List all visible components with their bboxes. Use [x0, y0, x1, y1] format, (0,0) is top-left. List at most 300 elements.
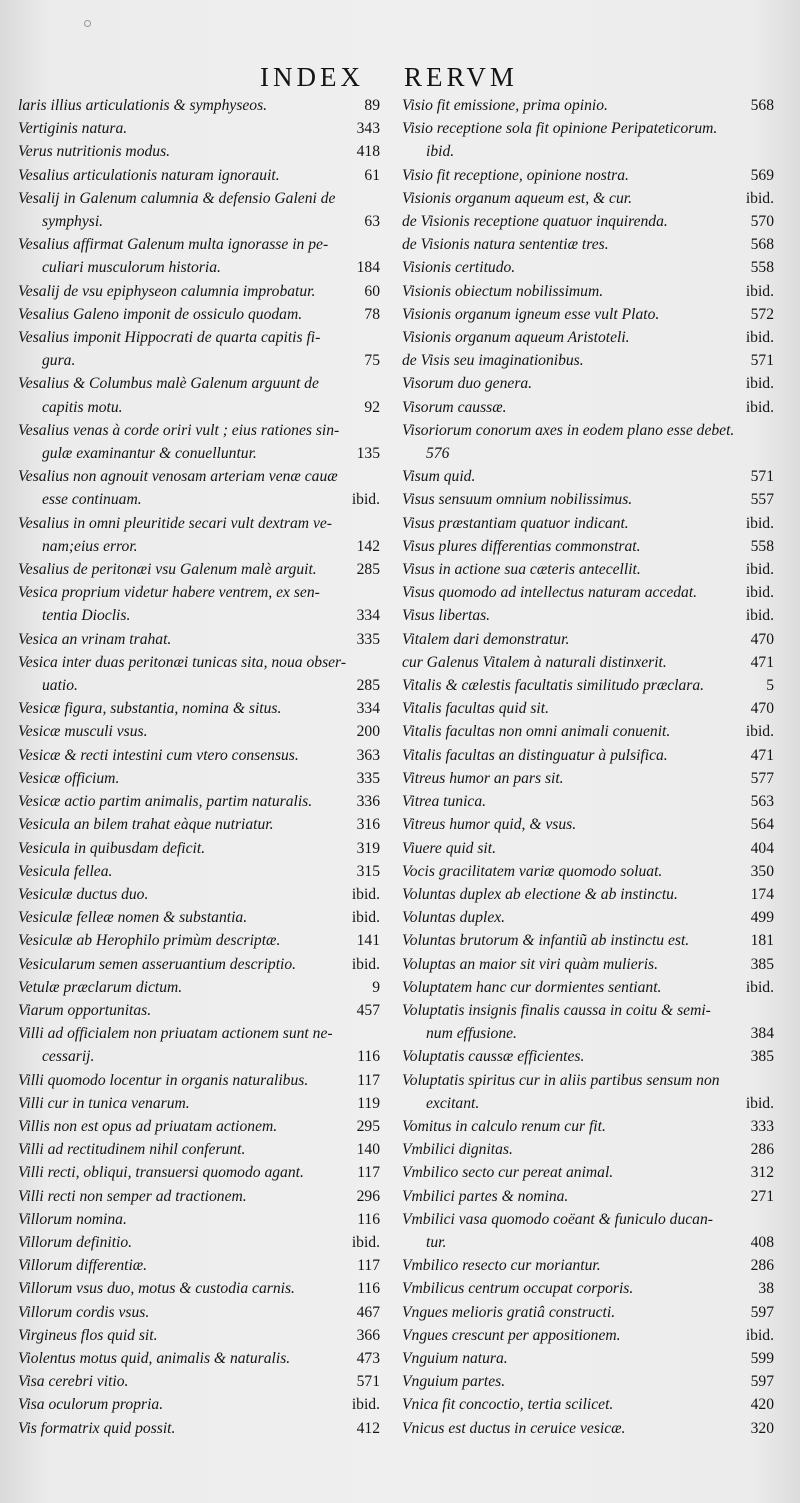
index-entry	[402, 164, 774, 187]
entry-text: Voluntas duplex.	[402, 909, 506, 927]
entry-text: Violentus motus quid, animalis & naturalis.	[18, 1349, 291, 1367]
entry-text: Voluptatem hanc cur dormientes sentiant.	[402, 978, 662, 996]
entry-text: Voluptatis spiritus cur in aliis partibus sensum non	[402, 1071, 720, 1089]
entry-text: Villorum cordis vsus.	[18, 1303, 150, 1321]
index-entry	[402, 117, 774, 163]
index-entry	[18, 280, 380, 303]
entry-text: Visionis obiectum nobilissimum.	[402, 282, 604, 300]
entry-text: Vmbilico resecto cur moriantur.	[402, 1257, 601, 1275]
page-number: 385	[750, 955, 774, 973]
index-entry	[402, 1254, 774, 1277]
entry-text-continued: excitant.	[426, 1094, 480, 1112]
index-entry	[18, 1138, 380, 1161]
page-number: 564	[750, 816, 774, 834]
page-number: 174	[750, 885, 774, 903]
page-number: 117	[357, 1257, 380, 1275]
page-number: ibid.	[745, 375, 774, 393]
index-entry	[402, 929, 774, 952]
index-entry	[402, 953, 774, 976]
page-number: 141	[356, 932, 380, 950]
entry-continuation	[402, 1092, 774, 1115]
entry-text: Voluntas brutorum & infantiũ ab instinctu est.	[402, 932, 690, 950]
page-number: 320	[750, 1419, 774, 1437]
page-number: 89	[364, 97, 380, 114]
page-number: 142	[356, 537, 380, 555]
entry-continuation	[402, 1231, 774, 1254]
index-entry	[402, 1301, 774, 1324]
page-number: ibid.	[745, 514, 774, 532]
entry-text: Vmbilici partes & nomina.	[402, 1187, 569, 1205]
entry-text: Vetulæ præclarum dictum.	[18, 978, 183, 996]
entry-text: Vesicæ musculi vsus.	[18, 723, 148, 741]
index-entry	[402, 187, 774, 210]
index-entry	[18, 837, 380, 860]
page-number: 335	[356, 769, 380, 787]
page-number: 285	[356, 677, 380, 695]
page-number: ibid.	[351, 955, 380, 973]
index-entry	[18, 187, 380, 233]
index-entry	[18, 767, 380, 790]
index-entry	[402, 604, 774, 627]
entry-text-continued: capitis motu.	[42, 398, 123, 416]
index-column-right	[402, 94, 774, 1440]
page-number: 181	[750, 932, 774, 950]
entry-continuation	[18, 604, 380, 627]
page-number: 571	[750, 352, 774, 370]
index-entry	[402, 488, 774, 511]
index-entry	[18, 953, 380, 976]
entry-continuation	[18, 349, 380, 372]
entry-text: Vomitus in calculo renum cur fit.	[402, 1117, 606, 1135]
entry-text-continued: gura.	[42, 352, 76, 370]
index-entry	[402, 512, 774, 535]
page-number: 568	[750, 236, 774, 254]
entry-text: Vesica an vrinam trahat.	[18, 630, 172, 648]
entry-text: Voluptatis caussæ efficientes.	[402, 1048, 585, 1066]
entry-text: Vesalius venas à corde oriri vult ; eius rationes sin-	[18, 421, 340, 439]
entry-text: Vmbilici vasa quomodo coëant & funiculo ducan-	[402, 1210, 713, 1228]
entry-text: de Visis seu imaginationibus.	[402, 352, 584, 370]
index-entry	[402, 210, 774, 233]
index-entry	[402, 326, 774, 349]
index-column-left	[18, 94, 380, 1440]
entry-text: Vitalem dari demonstratur.	[402, 630, 570, 648]
index-entry	[402, 906, 774, 929]
page-number: 350	[750, 862, 774, 880]
page-number: 467	[356, 1303, 380, 1321]
index-entry	[402, 1347, 774, 1370]
entry-text: Villi ad officialem non priuatam actionem sunt ne-	[18, 1025, 333, 1043]
entry-text: Voluptatis insignis finalis caussa in coitu & semi-	[402, 1001, 711, 1019]
page-number: 473	[356, 1349, 380, 1367]
entry-text: Vesalius Galeno imponit de ossiculo quodam.	[18, 305, 303, 323]
page-number: ibid.	[745, 1094, 774, 1112]
page-number: 568	[750, 97, 774, 114]
page-number: ibid.	[351, 909, 380, 927]
entry-text: laris illius articulationis & symphyseos.	[18, 97, 268, 114]
entry-text: Villorum definitio.	[18, 1233, 133, 1251]
page-number: 119	[357, 1094, 380, 1112]
entry-text: Vnguium partes.	[402, 1373, 506, 1391]
entry-text: Vitalis facultas non omni animali conuenit.	[402, 723, 671, 741]
entry-text: Vnguium natura.	[402, 1349, 508, 1367]
page-number: ibid.	[351, 491, 380, 509]
entry-text: Viuere quid sit.	[402, 839, 496, 857]
index-entry	[402, 999, 774, 1045]
entry-text: Visio fit emissione, prima opinio.	[402, 97, 608, 114]
index-entry	[402, 744, 774, 767]
page-number: 404	[750, 839, 774, 857]
index-entry	[18, 512, 380, 558]
index-entry	[402, 256, 774, 279]
index-entry	[18, 1069, 380, 1092]
page-number: 597	[750, 1303, 774, 1321]
index-entry	[18, 1324, 380, 1347]
index-entry	[18, 1370, 380, 1393]
page-number: 457	[356, 1001, 380, 1019]
index-entry	[402, 976, 774, 999]
entry-text: Vmbilico secto cur pereat animal.	[402, 1164, 614, 1182]
entry-text: Villorum vsus duo, motus & custodia carnis.	[18, 1280, 295, 1298]
entry-text: Vertiginis natura.	[18, 120, 128, 138]
index-entry	[18, 1254, 380, 1277]
index-entry	[18, 1301, 380, 1324]
entry-text: Vesicula an bilem trahat eàque nutriatur.	[18, 816, 274, 834]
entry-text-continued: ibid.	[426, 143, 455, 161]
index-entry	[402, 349, 774, 372]
entry-text-continued: cessarij.	[42, 1048, 95, 1066]
page-number: 312	[750, 1164, 774, 1182]
entry-text: Viarum opportunitas.	[18, 1001, 152, 1019]
entry-text-continued: 576	[426, 445, 450, 463]
entry-text: Vesicæ actio partim animalis, partim naturalis.	[18, 793, 313, 811]
entry-text: Villorum nomina.	[18, 1210, 127, 1228]
entry-text: Vesalij de vsu epiphyseon calumnia improbatur.	[18, 282, 316, 300]
page-number: 63	[364, 213, 380, 231]
index-entry	[18, 1417, 380, 1440]
index-entry	[402, 697, 774, 720]
page-number: 363	[356, 746, 380, 764]
index-entry	[18, 233, 380, 279]
page-number: 599	[750, 1349, 774, 1367]
entry-text: Visus libertas.	[402, 607, 491, 625]
entry-text: Visionis organum aqueum Aristoteli.	[402, 329, 630, 347]
entry-text: Vesica inter duas peritonæi tunicas sita, noua obser-	[18, 653, 347, 671]
entry-text: Vnica fit concoctio, tertia scilicet.	[402, 1396, 614, 1414]
page-number: 60	[364, 282, 380, 300]
page-number: ibid.	[745, 329, 774, 347]
index-entry	[18, 117, 380, 140]
page-number: 184	[356, 259, 380, 277]
page-number: 75	[364, 352, 380, 370]
page-number: 471	[750, 653, 774, 671]
index-entry	[18, 744, 380, 767]
entry-text: Vesica proprium videtur habere ventrem, ex sen-	[18, 584, 320, 602]
entry-text: Visum quid.	[402, 468, 476, 486]
index-entry	[18, 1347, 380, 1370]
page-number: 333	[750, 1117, 774, 1135]
index-entry	[18, 164, 380, 187]
entry-text-continued: symphysi.	[42, 213, 104, 231]
index-entry	[18, 860, 380, 883]
page-number: ibid.	[745, 398, 774, 416]
page-number: 319	[356, 839, 380, 857]
page-number: 334	[356, 607, 380, 625]
index-entry	[18, 1022, 380, 1068]
index-entry	[18, 1208, 380, 1231]
page-number: 558	[750, 537, 774, 555]
entry-text: Villorum differentiæ.	[18, 1257, 148, 1275]
page-number: 135	[356, 445, 380, 463]
page-number: 286	[750, 1141, 774, 1159]
page-number: 285	[356, 561, 380, 579]
index-entry	[402, 419, 774, 465]
page-number: 597	[750, 1373, 774, 1391]
running-header	[0, 62, 800, 96]
index-entry	[402, 628, 774, 651]
entry-text: Vocis gracilitatem variæ quomodo soluat.	[402, 862, 663, 880]
page-number: 336	[356, 793, 380, 811]
page-number: 61	[364, 166, 380, 184]
index-entry	[402, 1115, 774, 1138]
index-entry	[18, 1277, 380, 1300]
entry-text: Vngues melioris gratiâ constructi.	[402, 1303, 616, 1321]
entry-text: Vesicæ & recti intestini cum vtero consensus.	[18, 746, 299, 764]
entry-text: Vesicula fellea.	[18, 862, 113, 880]
entry-text: Vitrea tunica.	[402, 793, 487, 811]
entry-text: Vesiculæ ab Herophilo primùm descriptæ.	[18, 932, 281, 950]
entry-text: Vesalius de peritonæi vsu Galenum malè arguit.	[18, 561, 317, 579]
index-entry	[18, 1393, 380, 1416]
entry-text: Villi recti, obliqui, transuersi quomodo agant.	[18, 1164, 304, 1182]
entry-text: Vmbilici dignitas.	[402, 1141, 513, 1159]
page-number: 9	[372, 978, 380, 996]
entry-text: de Visionis receptione quatuor inquirenda.	[402, 213, 668, 231]
page-number: 558	[750, 259, 774, 277]
entry-text-continued: esse continuam.	[42, 491, 142, 509]
entry-continuation	[402, 1022, 774, 1045]
page-number: 571	[750, 468, 774, 486]
index-entry	[402, 1138, 774, 1161]
page-number: 418	[356, 143, 380, 161]
index-entry	[402, 1393, 774, 1416]
entry-text-continued: num effusione.	[426, 1025, 517, 1043]
index-entry	[18, 465, 380, 511]
entry-text: Vesiculæ felleæ nomen & substantia.	[18, 909, 248, 927]
page-number: ibid.	[745, 978, 774, 996]
entry-text: Vesiculæ ductus duo.	[18, 885, 149, 903]
entry-text: Vngues crescunt per appositionem.	[402, 1326, 621, 1344]
index-entry	[402, 558, 774, 581]
entry-continuation	[18, 488, 380, 511]
entry-text: Villi quomodo locentur in organis naturalibus.	[18, 1071, 309, 1089]
entry-continuation	[402, 442, 774, 465]
index-entry	[18, 303, 380, 326]
entry-text-continued: nam;eius error.	[42, 537, 138, 555]
entry-text: Villi recti non semper ad tractionem.	[18, 1187, 247, 1205]
page-number: 295	[356, 1117, 380, 1135]
index-entry	[402, 581, 774, 604]
page-number: 471	[750, 746, 774, 764]
index-entry	[18, 1092, 380, 1115]
index-entry	[18, 1115, 380, 1138]
page-number: 315	[356, 862, 380, 880]
entry-text: Visus quomodo ad intellectus naturam accedat.	[402, 584, 698, 602]
entry-text: de Visionis natura sententiæ tres.	[402, 236, 609, 254]
entry-text: Voluntas duplex ab electione & ab instinctu.	[402, 885, 678, 903]
entry-text: Visa oculorum propria.	[18, 1396, 164, 1414]
index-entry	[402, 1417, 774, 1440]
page-number: 385	[750, 1048, 774, 1066]
page-number: 140	[356, 1141, 380, 1159]
index-entry	[402, 767, 774, 790]
entry-continuation	[18, 396, 380, 419]
index-entry	[402, 1277, 774, 1300]
entry-text-continued: culiari musculorum historia.	[42, 259, 221, 277]
page-number: 557	[750, 491, 774, 509]
index-entry	[402, 1208, 774, 1254]
page-number: 470	[750, 700, 774, 718]
page-number: 577	[750, 769, 774, 787]
entry-text: Vesalius affirmat Galenum multa ignorasse in pe-	[18, 236, 329, 254]
page-number: ibid.	[745, 584, 774, 602]
page-number: 116	[357, 1280, 380, 1298]
page-number: 569	[750, 166, 774, 184]
entry-text: Visus in actione sua cæteris antecellit.	[402, 561, 641, 579]
paper-speck	[84, 20, 91, 27]
entry-text: Visio fit receptione, opinione nostra.	[402, 166, 629, 184]
index-entry	[402, 233, 774, 256]
entry-text: Vnicus est ductus in ceruice vesicæ.	[402, 1419, 626, 1437]
entry-text: Vesalius & Columbus malè Galenum arguunt de	[18, 375, 319, 393]
index-entry	[402, 1069, 774, 1115]
index-entry	[18, 558, 380, 581]
entry-text-continued: tentia Dioclis.	[42, 607, 131, 625]
entry-text: Visus plures differentias commonstrat.	[402, 537, 641, 555]
entry-continuation	[18, 1045, 380, 1068]
entry-text: Vitreus humor an pars sit.	[402, 769, 564, 787]
page-number: 316	[356, 816, 380, 834]
page-number: 571	[356, 1373, 380, 1391]
page-number: 334	[356, 700, 380, 718]
page-number: 420	[750, 1396, 774, 1414]
entry-text: Visorum caussæ.	[402, 398, 507, 416]
index-entry	[402, 465, 774, 488]
index-entry	[18, 94, 380, 117]
page-number: ibid.	[351, 1396, 380, 1414]
entry-text: Vesicæ officium.	[18, 769, 120, 787]
page-number: 5	[766, 677, 774, 695]
index-entry	[18, 419, 380, 465]
page-number: 499	[750, 909, 774, 927]
index-entry	[18, 651, 380, 697]
entry-text: Vesalius non agnouit venosam arteriam venæ cauæ	[18, 468, 338, 486]
entry-text: Villi cur in tunica venarum.	[18, 1094, 190, 1112]
page-number: 343	[356, 120, 380, 138]
header-index: INDEX	[260, 62, 364, 92]
page-number: 570	[750, 213, 774, 231]
entry-continuation	[18, 256, 380, 279]
page-number: 408	[750, 1233, 774, 1251]
entry-text: Villi ad rectitudinem nihil conferunt.	[18, 1141, 246, 1159]
entry-text: Villis non est opus ad priuatam actionem.	[18, 1117, 278, 1135]
index-entry	[402, 303, 774, 326]
page-number: 384	[750, 1025, 774, 1043]
entry-text: Vesalius imponit Hippocrati de quarta capitis fi-	[18, 329, 321, 347]
index-entry	[18, 1161, 380, 1184]
page-number: 116	[357, 1210, 380, 1228]
index-entry	[18, 628, 380, 651]
index-entry	[18, 929, 380, 952]
entry-text: Visorum duo genera.	[402, 375, 533, 393]
page-number: 116	[357, 1048, 380, 1066]
page-number: 366	[356, 1326, 380, 1344]
page-number: 78	[364, 305, 380, 323]
index-entry	[402, 1185, 774, 1208]
index-entry	[18, 976, 380, 999]
page-number: ibid.	[745, 282, 774, 300]
page-number: 572	[750, 305, 774, 323]
entry-text: Visio receptione sola fit opinione Peripateticorum.	[402, 120, 718, 138]
entry-text-continued: tur.	[426, 1233, 447, 1251]
entry-text: Voluptas an maior sit viri quàm mulieris.	[402, 955, 659, 973]
index-entry	[18, 326, 380, 372]
index-entry	[18, 372, 380, 418]
page-number: ibid.	[745, 561, 774, 579]
entry-continuation	[18, 442, 380, 465]
page-number: ibid.	[351, 1233, 380, 1251]
index-entry	[402, 1324, 774, 1347]
page-number: 412	[356, 1419, 380, 1437]
entry-text: Vis formatrix quid possit.	[18, 1419, 176, 1437]
entry-text: Vesicula in quibusdam deficit.	[18, 839, 206, 857]
entry-text: Vesalius in omni pleuritide secari vult dextram ve-	[18, 514, 332, 532]
header-rerum: RERVM	[404, 62, 518, 92]
index-entry	[402, 535, 774, 558]
index-entry	[18, 906, 380, 929]
index-entry	[402, 372, 774, 395]
entry-text: Vmbilicus centrum occupat corporis.	[402, 1280, 634, 1298]
entry-continuation	[18, 210, 380, 233]
page-number: 117	[357, 1164, 380, 1182]
index-entry	[402, 674, 774, 697]
index-entry	[18, 140, 380, 163]
index-entry	[402, 94, 774, 117]
index-entry	[402, 1370, 774, 1393]
entry-text: cur Galenus Vitalem à naturali distinxerit.	[402, 653, 667, 671]
index-entry	[18, 790, 380, 813]
page-number: ibid.	[745, 189, 774, 207]
index-entry	[18, 883, 380, 906]
page-number: 286	[750, 1257, 774, 1275]
entry-text: Vitalis facultas an distinguatur à pulsifica.	[402, 746, 668, 764]
index-entry	[402, 651, 774, 674]
index-entry	[402, 883, 774, 906]
index-entry	[402, 396, 774, 419]
index-entry	[402, 860, 774, 883]
entry-text: Vesicæ figura, substantia, nomina & situs.	[18, 700, 282, 718]
entry-text-continued: gulæ examinantur & conuelluntur.	[42, 445, 257, 463]
index-entry	[18, 999, 380, 1022]
page-number: 563	[750, 793, 774, 811]
page-number: ibid.	[745, 723, 774, 741]
index-entry	[402, 280, 774, 303]
page-number: 38	[758, 1280, 774, 1298]
index-entry	[402, 1161, 774, 1184]
entry-text-continued: uatio.	[42, 677, 78, 695]
entry-text: Vesalius articulationis naturam ignorauit.	[18, 166, 280, 184]
entry-text: Visus sensuum omnium nobilissimus.	[402, 491, 633, 509]
